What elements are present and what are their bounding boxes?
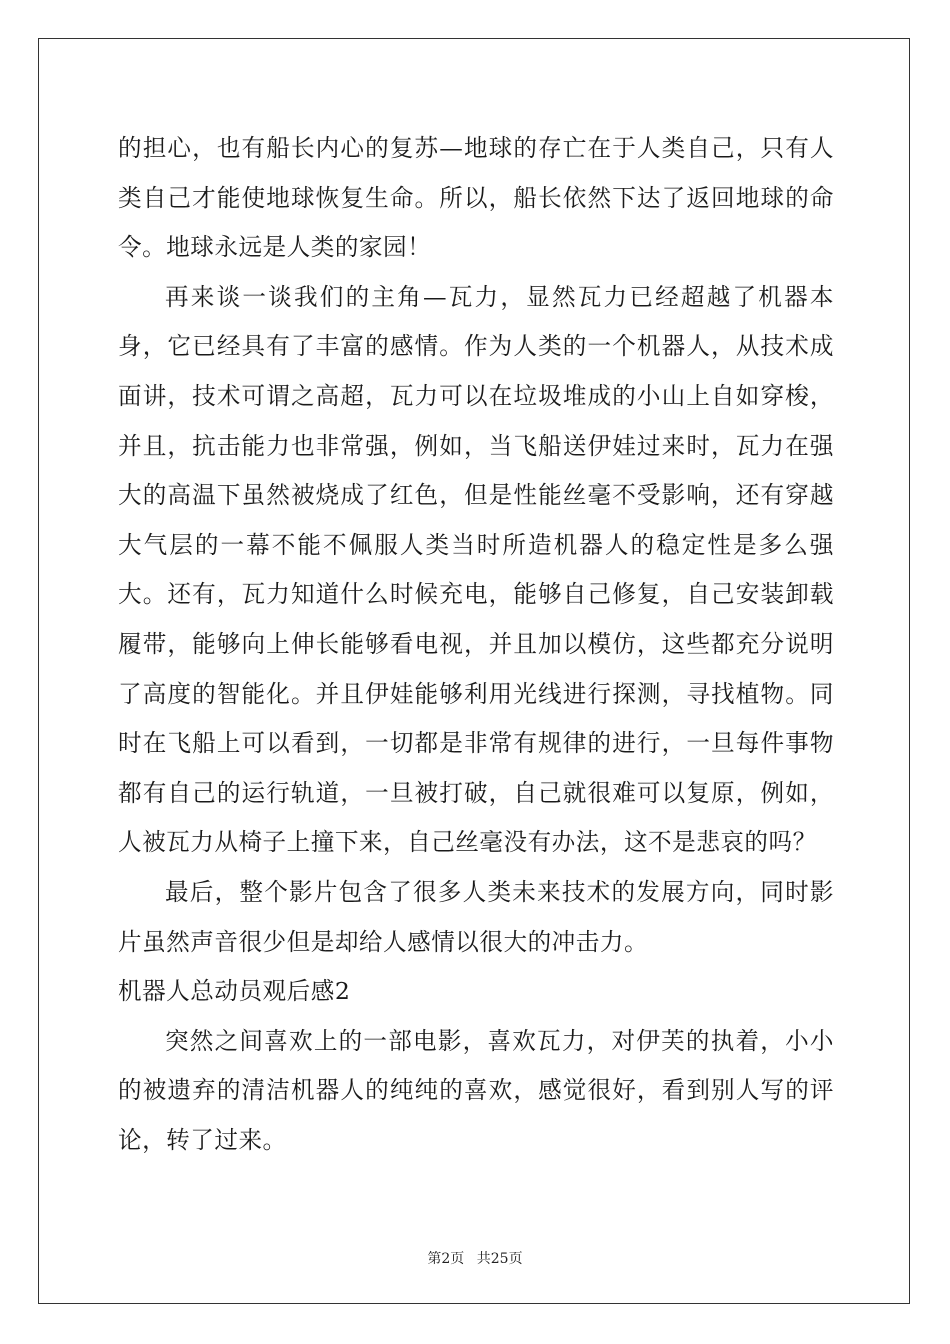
page-footer: [0, 1248, 950, 1268]
total-pages: 共25页: [476, 1251, 523, 1267]
page-number: 第2页: [427, 1251, 465, 1267]
paragraph: 突然之间喜欢上的一部电影，喜欢瓦力，对伊芙的执着，小小的被遗弃的清洁机器人的纯纯的喜欢，感觉很好，看到别人写的评论，转了过来。: [118, 1026, 834, 1154]
document-body: [118, 124, 834, 1165]
paragraph: 再来谈一谈我们的主角—瓦力，显然瓦力已经超越了机器本身，它已经具有了丰富的感情。作为人类的一个机器人，从技术成面讲，技术可谓之高超，瓦力可以在垃圾堆成的小山上自如穿梭，并且，抗击能力也非常强，例如，当飞船送伊娃过来时，瓦力在强大的高温下虽然被烧成了红色，但是性能丝毫不受影响，还有穿越大气层的一幕不能不佩服人类当时所造机器人的稳定性是多么强大。还有，瓦力知道什么时候充电，能够自己修复，自己安装卸载履带，能够向上伸长能够看电视，并且加以模仿，这些都充分说明了高度的智能化。并且伊娃能够利用光线进行探测，寻找植物。同时在飞船上可以看到，一切都是非常有规律的进行，一旦每件事物都有自己的运行轨道，一旦被打破，自己就很难可以复原，例如，人被瓦力从椅子上撞下来，自己丝毫没有办法，这不是悲哀的吗？: [118, 282, 834, 857]
paragraph: 的担心，也有船长内心的复苏—地球的存亡在于人类自己，只有人类自己才能使地球恢复生命。所以，船长依然下达了返回地球的命令。地球永远是人类的家园！: [118, 134, 834, 262]
section-heading: 机器人总动员观后感2: [118, 977, 351, 1006]
paragraph: 最后，整个影片包含了很多人类未来技术的发展方向，同时影片虽然声音很少但是却给人感情以很大的冲击力。: [118, 877, 834, 956]
